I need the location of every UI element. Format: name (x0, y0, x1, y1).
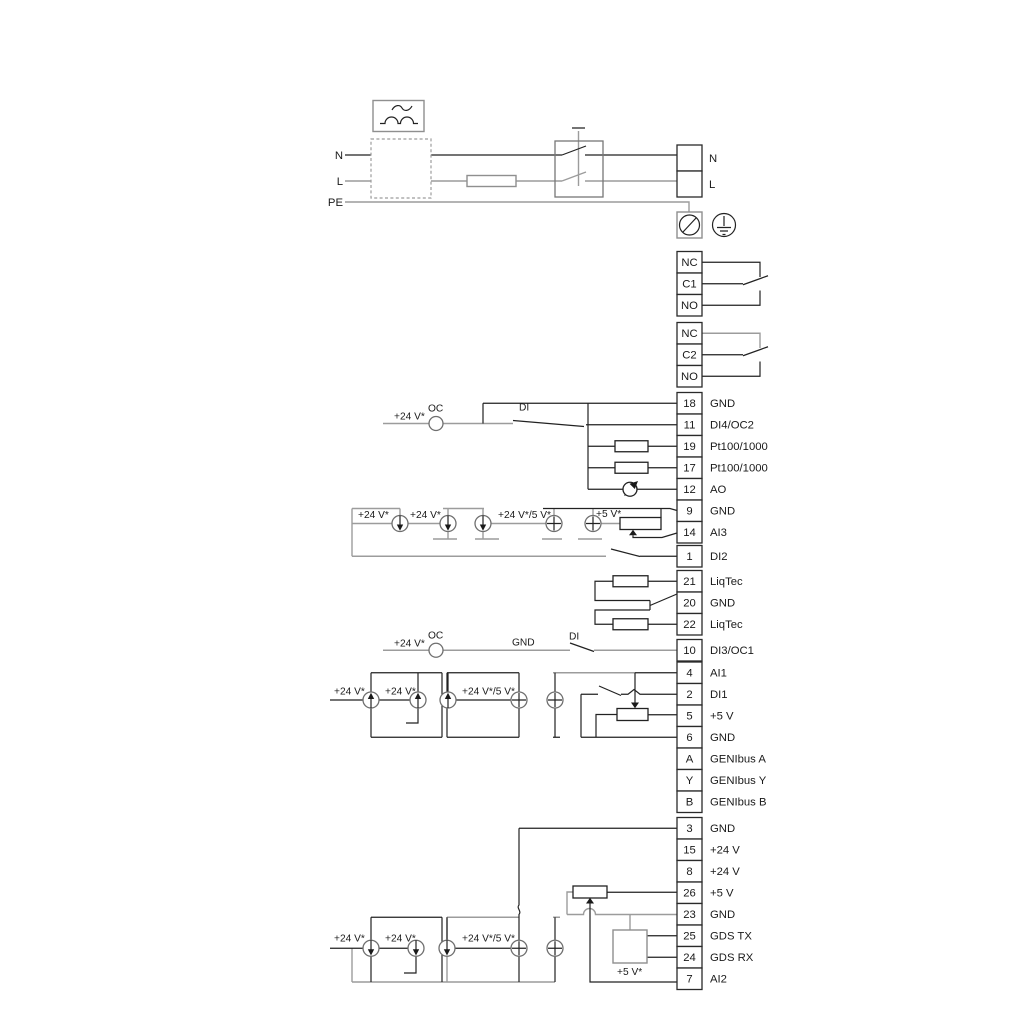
supply-label: +24 V* (334, 686, 365, 698)
supply-label: +24 V* (334, 933, 365, 945)
gnd-wire-label: GND (512, 637, 535, 649)
supply-label: +24 V* (394, 638, 425, 650)
terminal-number: 7 (686, 973, 693, 986)
terminal-label: GENIbus A (710, 753, 766, 766)
terminal-number: 19 (683, 441, 696, 454)
resistor-pt100-1 (615, 441, 648, 452)
terminal-label: GND (710, 732, 736, 745)
terminal-number: 14 (683, 527, 696, 540)
terminal-A (677, 748, 766, 770)
current-source-down-icon (475, 516, 491, 532)
power-section (328, 101, 736, 239)
terminal-number: 6 (686, 732, 693, 745)
current-source-up-icon (363, 692, 379, 708)
current-source-down-icon (439, 940, 455, 956)
potentiometer-ai1 (617, 703, 648, 721)
terminal-14 (677, 522, 727, 544)
terminal-number: 24 (683, 952, 696, 965)
terminal-number: 17 (683, 462, 696, 475)
terminal-number: 2 (686, 689, 693, 702)
terminal-number: Y (685, 775, 694, 788)
terminal-number: 11 (683, 419, 696, 432)
analog-output-icon (623, 481, 638, 496)
supply-label: +24 V* (385, 686, 416, 698)
terminal-number: 20 (683, 597, 696, 610)
oc-label: OC (428, 630, 444, 642)
terminal-11 (677, 414, 754, 436)
pe-wire-label: PE (327, 197, 343, 209)
n-wire-label: N (334, 150, 343, 162)
supply-label: +5 V* (617, 967, 643, 978)
terminal-26 (677, 882, 734, 904)
terminal-Y (677, 770, 767, 792)
supply-label: +24 V*/5 V* (462, 933, 515, 945)
terminal-label: AO (710, 484, 727, 497)
terminal-label: GDS TX (710, 930, 752, 943)
supply-label: +24 V* (410, 510, 441, 521)
terminal-label: +5 V (710, 887, 734, 900)
terminal-label: +24 V (710, 844, 740, 857)
terminal-22 (677, 614, 743, 636)
terminal-label: GND (710, 398, 736, 411)
terminal-6 (677, 727, 735, 749)
terminal-24 (677, 947, 754, 969)
terminal-label: Pt100/1000 (710, 441, 768, 454)
terminal-7 (677, 968, 727, 990)
terminal-number: 10 (683, 645, 696, 658)
terminal-label: +24 V (710, 866, 740, 879)
terminal-number: 23 (683, 909, 696, 922)
ac-supply-icon (373, 101, 424, 132)
terminal-number: 1 (686, 551, 693, 564)
terminal-number: 21 (683, 576, 696, 589)
terminal-number: 18 (683, 398, 696, 411)
current-source-down-icon (363, 940, 379, 956)
terminal-8 (677, 861, 740, 883)
terminal-3 (677, 818, 735, 840)
current-source-down-icon (392, 516, 408, 532)
terminal-20 (677, 592, 735, 614)
voltage-source-icon (547, 692, 563, 708)
terminal-number: A (685, 753, 694, 766)
terminal-label: GENIbus B (710, 796, 767, 809)
terminal-label: Pt100/1000 (710, 462, 768, 475)
terminal-label: GND (710, 505, 736, 518)
terminal-21 (677, 571, 743, 593)
mains-input-module-box (371, 139, 431, 198)
supply-label: +24 V* (394, 411, 425, 423)
terminal-label: AI3 (710, 527, 727, 540)
pe-terminal (677, 212, 702, 238)
terminal-number: 25 (683, 930, 696, 943)
terminal-label: DI1 (710, 689, 728, 702)
potentiometer-ai2 (573, 886, 607, 904)
terminal-10 (677, 640, 754, 662)
terminal-label: +5 V (710, 710, 734, 723)
resistor-liqtec-1 (613, 576, 648, 587)
io-terminal-blocks (677, 393, 768, 990)
terminal-label: DI4/OC2 (710, 419, 754, 432)
open-collector-icon (429, 417, 443, 431)
oc-label: OC (428, 403, 444, 415)
terminal-number: 12 (683, 484, 696, 497)
terminal-9 (677, 500, 735, 522)
terminal-n-label: N (709, 153, 718, 165)
l-wire-label: L (336, 176, 343, 188)
terminal-label: AI2 (710, 973, 727, 986)
resistor-pt100-2 (615, 462, 648, 473)
terminal-label: GND (710, 823, 736, 836)
terminal-number: 9 (686, 505, 693, 518)
terminal-17 (677, 457, 768, 479)
terminal-label: GDS RX (710, 952, 754, 965)
terminal-label: DI2 (710, 551, 728, 564)
current-source-up-icon (440, 692, 456, 708)
terminal-number: 15 (683, 844, 696, 857)
relay2-no: NO (681, 371, 698, 384)
terminal-number: 3 (686, 823, 693, 836)
terminal-B (677, 791, 767, 813)
mains-terminal-block (677, 145, 702, 197)
terminal-15 (677, 839, 740, 861)
open-collector-icon (429, 643, 443, 657)
earth-icon (713, 214, 736, 237)
resistor-liqtec-2 (613, 619, 648, 630)
gds-module-box (613, 930, 647, 963)
relay1-nc: NC (681, 257, 698, 270)
terminal-number: 22 (683, 619, 696, 632)
di-label: DI (519, 402, 530, 414)
terminal-18 (677, 393, 735, 415)
relay1-terminal-block (677, 252, 702, 317)
terminal-2 (677, 684, 728, 706)
relay2-nc: NC (681, 328, 698, 341)
di-label: DI (569, 631, 580, 643)
terminal-5 (677, 705, 734, 727)
terminal-number: 5 (686, 710, 693, 723)
relay2-terminal-block (677, 323, 702, 388)
potentiometer-ai3 (620, 518, 661, 536)
terminal-l-label: L (709, 179, 716, 191)
relay1-common: C1 (682, 278, 697, 291)
terminal-number: 8 (686, 866, 693, 879)
terminal-label: LiqTec (710, 576, 743, 589)
supply-label: +24 V* (358, 510, 389, 521)
relay1-no: NO (681, 300, 698, 313)
terminal-25 (677, 925, 752, 947)
fuse (467, 176, 516, 187)
terminal-number: 4 (686, 667, 693, 680)
terminal-12 (677, 479, 727, 501)
terminal-label: GENIbus Y (710, 775, 767, 788)
supply-label: +24 V* (385, 933, 416, 945)
terminal-label: GND (710, 909, 736, 922)
terminal-label: DI3/OC1 (710, 645, 754, 658)
relay2-common: C2 (682, 349, 697, 362)
terminal-19 (677, 436, 768, 458)
supply-label: +24 V*/5 V* (462, 686, 515, 698)
terminal-number: B (685, 796, 694, 809)
terminal-1 (677, 546, 728, 568)
terminal-label: LiqTec (710, 619, 743, 632)
supply-label: +24 V*/5 V* (498, 510, 551, 521)
terminal-label: GND (710, 597, 736, 610)
current-source-down-icon (440, 516, 456, 532)
supply-label: +5 V* (596, 509, 622, 520)
terminal-23 (677, 904, 735, 926)
voltage-source-icon (547, 940, 563, 956)
terminal-4 (677, 662, 727, 684)
terminal-number: 26 (683, 887, 696, 900)
terminal-label: AI1 (710, 667, 727, 680)
